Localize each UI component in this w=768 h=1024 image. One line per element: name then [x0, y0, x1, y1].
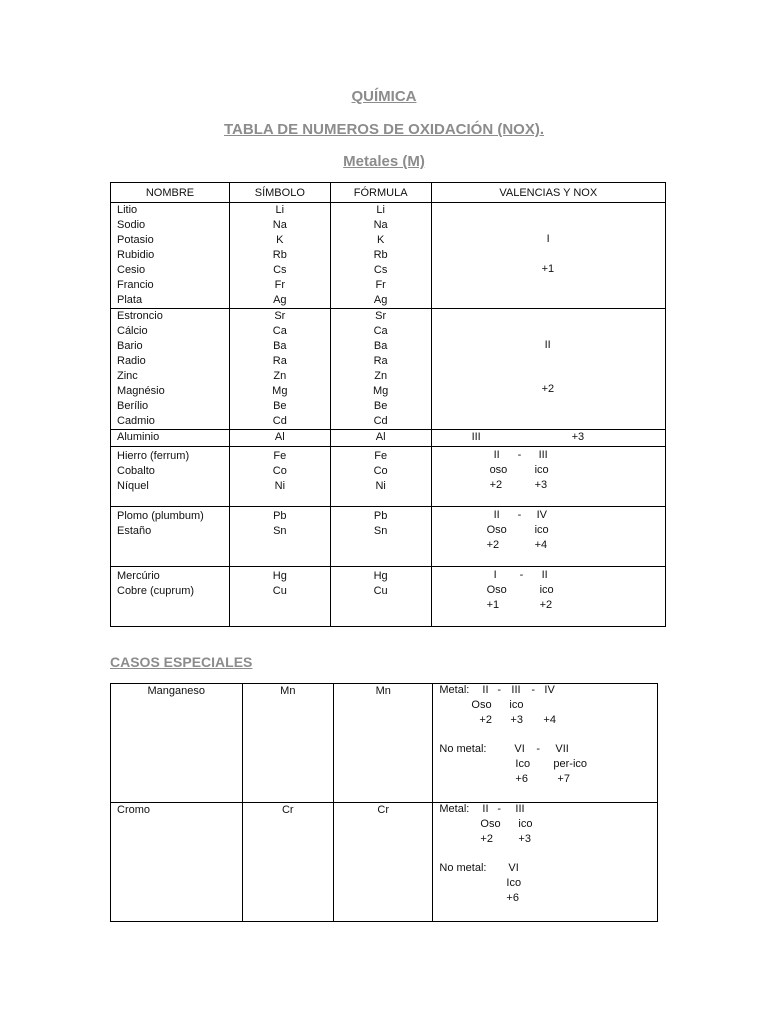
- suffix-label: per-ico: [553, 758, 588, 770]
- suffix-label: ico: [534, 524, 549, 536]
- element-symbol: Ag: [273, 294, 287, 306]
- suffix-label: Oso: [486, 584, 507, 596]
- suffix-label: ico: [534, 464, 549, 476]
- element-symbol: Zn: [273, 370, 287, 382]
- element-symbol: Pb: [273, 510, 287, 522]
- element-name: Cálcio: [117, 325, 148, 337]
- valence-separator: -: [536, 743, 541, 755]
- element-symbol: Sn: [273, 525, 287, 537]
- element-formula: Mn: [375, 685, 391, 697]
- formulas-cell: [330, 567, 431, 627]
- nox-value: +4: [534, 539, 548, 551]
- valence-value: I: [493, 569, 497, 581]
- element-formula: Cu: [373, 585, 388, 597]
- valence-separator: -: [517, 449, 522, 461]
- element-name: Hierro (ferrum): [117, 450, 190, 462]
- element-symbol: Ba: [273, 340, 287, 352]
- valence-separator: -: [517, 509, 522, 521]
- valence-value: II: [541, 569, 548, 581]
- element-name: Cadmio: [117, 415, 155, 427]
- element-name: Plomo (plumbum): [117, 510, 204, 522]
- table-row: [111, 803, 658, 922]
- names-cell: [111, 430, 230, 447]
- section-title: Metales (M): [343, 153, 425, 170]
- element-name: Cesio: [117, 264, 146, 276]
- page-subtitle: TABLA DE NUMEROS DE OXIDACIÓN (NOX).: [223, 121, 544, 138]
- nox-value: +7: [557, 773, 570, 785]
- valence-value: III: [471, 431, 481, 443]
- element-symbol: Ra: [272, 355, 287, 367]
- element-formula: K: [376, 234, 385, 246]
- oxidation-table: [110, 182, 666, 627]
- names-cell: [111, 507, 230, 567]
- nox-value: +2: [480, 833, 493, 845]
- suffix-label: Oso: [486, 524, 507, 536]
- valence-separator: -: [531, 684, 536, 696]
- element-symbol: Fr: [274, 279, 286, 291]
- valence-value: IV: [544, 684, 555, 696]
- special-valences-cell: [433, 684, 658, 803]
- valence-value: III: [511, 684, 521, 696]
- valence-value: I: [546, 233, 550, 245]
- metal-label: Metal:: [439, 803, 470, 815]
- element-name: Cobalto: [117, 465, 155, 477]
- valences-cell: [431, 507, 665, 567]
- nonmetal-label: No metal:: [439, 743, 487, 755]
- symbols-cell: [229, 309, 330, 430]
- symbols-cell: [229, 507, 330, 567]
- nox-value: +2: [489, 479, 503, 491]
- element-formula: Li: [376, 204, 385, 216]
- valences-cell: [431, 203, 665, 309]
- formulas-cell: [330, 203, 431, 309]
- element-name: Níquel: [117, 480, 149, 492]
- nox-value: +2: [479, 714, 492, 726]
- element-symbol: K: [276, 234, 284, 246]
- valence-value: II: [482, 684, 489, 696]
- element-name: Berílio: [117, 400, 149, 412]
- element-formula: Al: [375, 431, 386, 443]
- element-formula: Na: [373, 219, 388, 231]
- element-name: Manganeso: [147, 685, 206, 697]
- element-symbol: Cs: [273, 264, 287, 276]
- element-formula: Cd: [373, 415, 388, 427]
- element-formula: Sn: [373, 525, 388, 537]
- special-valences-cell: [433, 803, 658, 922]
- nox-value: +6: [506, 892, 519, 904]
- names-cell: [111, 567, 230, 627]
- valence-separator: -: [519, 569, 524, 581]
- formulas-cell: [330, 430, 431, 447]
- element-symbol: Sr: [274, 310, 286, 322]
- element-name: Plata: [117, 294, 143, 306]
- nox-value: +2: [541, 383, 555, 395]
- formulas-cell: [330, 507, 431, 567]
- nonmetal-label: No metal:: [439, 862, 487, 874]
- table-row: [111, 684, 658, 803]
- element-formula: Sr: [375, 310, 387, 322]
- element-formula: Fe: [374, 450, 388, 462]
- element-symbol: Cd: [272, 415, 287, 427]
- suffix-label: ico: [518, 818, 533, 830]
- valence-value: II: [482, 803, 489, 815]
- valences-cell: [431, 567, 665, 627]
- element-name: Bario: [117, 340, 143, 352]
- element-formula: Hg: [373, 570, 388, 582]
- element-name: Aluminio: [117, 431, 160, 443]
- element-formula: Ag: [373, 294, 388, 306]
- element-name: Cobre (cuprum): [117, 585, 195, 597]
- element-formula: Ba: [373, 340, 388, 352]
- element-name: Radio: [117, 355, 146, 367]
- valence-separator: -: [497, 803, 502, 815]
- table-row: [111, 567, 666, 627]
- suffix-label: Ico: [506, 877, 522, 889]
- element-symbol: Cu: [272, 585, 287, 597]
- suffix-label: Ico: [515, 758, 531, 770]
- special-cases-heading: CASOS ESPECIALES: [110, 654, 253, 670]
- table-row: [111, 507, 666, 567]
- suffix-label: ico: [539, 584, 554, 596]
- element-symbol: Fe: [273, 450, 287, 462]
- special-symbol-cell: [242, 803, 334, 922]
- element-name: Potasio: [117, 234, 154, 246]
- nox-value: +4: [543, 714, 556, 726]
- valence-value: VI: [508, 862, 519, 874]
- metal-label: Metal:: [439, 684, 470, 696]
- valence-value: VII: [555, 743, 569, 755]
- element-symbol: Mn: [280, 685, 296, 697]
- element-formula: Rb: [373, 249, 388, 261]
- valence-value: II: [493, 449, 500, 461]
- column-header-symbol: SÍMBOLO: [229, 183, 330, 203]
- nox-value: +2: [486, 539, 500, 551]
- element-symbol: Ni: [274, 480, 286, 492]
- table-header-row: [111, 183, 666, 203]
- valence-value: III: [515, 803, 525, 815]
- nox-value: +6: [515, 773, 528, 785]
- column-header-valences: VALENCIAS Y NOX: [431, 183, 665, 203]
- special-formula-cell: [334, 684, 433, 803]
- element-name: Magnésio: [117, 385, 165, 397]
- element-symbol: Rb: [272, 249, 287, 261]
- suffix-label: ico: [509, 699, 524, 711]
- table-row: [111, 430, 666, 447]
- element-formula: Cr: [377, 804, 390, 816]
- valence-value: II: [493, 509, 500, 521]
- element-formula: Pb: [373, 510, 388, 522]
- element-formula: Cs: [373, 264, 388, 276]
- formulas-cell: [330, 447, 431, 507]
- special-name-cell: [111, 803, 243, 922]
- nox-value: +1: [541, 263, 555, 275]
- formulas-cell: [330, 309, 431, 430]
- valences-cell: [431, 309, 665, 430]
- element-formula: Co: [373, 465, 388, 477]
- special-name-cell: [111, 684, 243, 803]
- suffix-label: Oso: [471, 699, 492, 711]
- nox-value: +1: [486, 599, 500, 611]
- nox-value: +3: [534, 479, 548, 491]
- nox-value: +3: [518, 833, 531, 845]
- element-name: Estaño: [117, 525, 152, 537]
- element-name: Litio: [117, 204, 138, 216]
- element-formula: Ra: [373, 355, 388, 367]
- element-name: Rubidio: [117, 249, 155, 261]
- column-header-name: NOMBRE: [111, 183, 230, 203]
- suffix-label: oso: [489, 464, 508, 476]
- element-symbol: Ca: [272, 325, 287, 337]
- valence-value: III: [538, 449, 548, 461]
- valence-separator: -: [497, 684, 502, 696]
- element-name: Zinc: [117, 370, 138, 382]
- element-name: Mercúrio: [117, 570, 160, 582]
- valence-value: VI: [514, 743, 525, 755]
- symbols-cell: [229, 430, 330, 447]
- table-row: [111, 309, 666, 430]
- nox-value: +3: [571, 431, 585, 443]
- element-formula: Be: [373, 400, 388, 412]
- element-symbol: Hg: [272, 570, 287, 582]
- special-symbol-cell: [242, 684, 334, 803]
- symbols-cell: [229, 567, 330, 627]
- table-row: [111, 203, 666, 309]
- names-cell: [111, 447, 230, 507]
- valences-cell: [431, 430, 665, 447]
- element-name: Estroncio: [117, 310, 163, 322]
- element-symbol: Cr: [281, 804, 294, 816]
- valence-value: II: [544, 339, 551, 351]
- element-name: Cromo: [117, 804, 151, 816]
- element-formula: Fr: [375, 279, 386, 291]
- valence-value: IV: [536, 509, 547, 521]
- symbols-cell: [229, 203, 330, 309]
- element-symbol: Be: [273, 400, 287, 412]
- table-row: [111, 447, 666, 507]
- names-cell: [111, 309, 230, 430]
- symbols-cell: [229, 447, 330, 507]
- element-formula: Zn: [374, 370, 388, 382]
- element-symbol: Li: [275, 204, 285, 216]
- element-formula: Ni: [375, 480, 386, 492]
- element-formula: Mg: [373, 385, 389, 397]
- nox-value: +3: [510, 714, 523, 726]
- element-symbol: Mg: [272, 385, 288, 397]
- nox-value: +2: [539, 599, 553, 611]
- names-cell: [111, 203, 230, 309]
- valences-cell: [431, 447, 665, 507]
- element-symbol: Na: [272, 219, 287, 231]
- column-header-formula: FÓRMULA: [330, 183, 431, 203]
- suffix-label: Oso: [480, 818, 501, 830]
- element-symbol: Al: [274, 431, 285, 443]
- page-title: QUÍMICA: [351, 88, 417, 105]
- special-cases-table: [110, 683, 658, 922]
- element-name: Francio: [117, 279, 154, 291]
- element-symbol: Co: [272, 465, 287, 477]
- element-name: Sodio: [117, 219, 146, 231]
- element-formula: Ca: [373, 325, 388, 337]
- special-formula-cell: [334, 803, 433, 922]
